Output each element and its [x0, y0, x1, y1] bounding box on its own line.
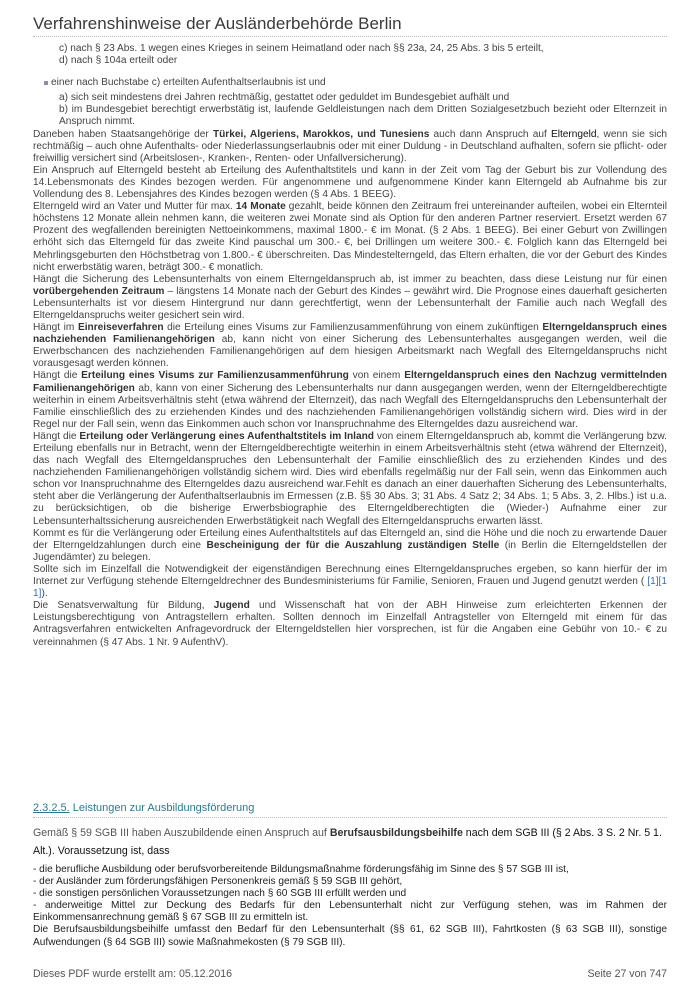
list-item: - der Ausländer zum förderungsfähigen Personenkreis gemäß § 59 SGB III gehört, [33, 876, 403, 888]
section-divider [33, 817, 667, 818]
section-heading[interactable] [33, 802, 667, 814]
paragraph-fee: Die Senatsverwaltung für Bildung, Jugend und Wissenschaft hat von der ABH Hinweise zum erleichterten Erkennen der Leistungsberechtigung von Antragstellern erhalten. Sollten dennoch im Einzelfall Antragsteller von Elterngeld mit einem für das Antragsverfahren entwickelten Anfragevordruck der Elterngeldstellen hier vorsprechen, ist für die Angaben eine Gebühr von 10.- € zu vereinnahmen (§ 47 Abs. 1 Nr. 9 AufenthV). [33, 600, 667, 648]
paragraph-certificate: Kommt es für die Verlängerung oder Erteilung eines Aufenthaltstitels auf das Elterngeld an, sind die Höhe und die noch zu erwartende Dauer der Elterngeldzahlungen durch eine Bescheinigung der für die Auszahlung zuständigen Stelle (in Berlin die Elterngeldstellen der Jugendämter) zu belegen. [33, 527, 667, 563]
paragraph-calculator: Sollte sich im Einzelfall die Notwendigkeit der eigenständigen Berechnung eines Elterngeldanspruches ergeben, so kann hierfür der im Internet zur Verfügung stehende Elterngeldrechner des Bundesministeriums für Familie, Senioren, Frauen und Jugend genutzt werden ( [1][1 1]). [33, 563, 667, 600]
section-intro: Gemäß § 59 SGB III haben Auszubildende einen Anspruch auf Berufsausbildungsbeihilfe nach dem SGB III (§ 2 Abs. 3 S. 2 Nr. 5 1. Alt.). Voraussetzung ist, dass [33, 827, 662, 857]
section-number[interactable]: 2.3.2.5. [33, 802, 70, 814]
footnote-link-1[interactable]: [1] [647, 576, 659, 588]
document-title: Verfahrenshinweise der Ausländerbehörde Berlin [33, 14, 402, 33]
main-content [33, 43, 667, 649]
list-item: - die sonstigen persönlichen Voraussetzungen nach § 60 SGB III erfüllt werden und [33, 888, 407, 900]
bullet-item [44, 77, 667, 89]
list-item: - die berufliche Ausbildung oder berufsvorbereitende Bildungsmaßnahme förderungsfähig im Sinne des § 57 SGB III ist, [33, 864, 569, 875]
page-footer [33, 968, 667, 980]
list-item-d: d) nach § 104a erteilt oder [59, 55, 178, 67]
list-item-c: c) nach § 23 Abs. 1 wegen eines Krieges in seinem Heimatland oder nach §§ 23a, 24, 25 Abs. 3 bis 5 erteilt, [59, 43, 544, 54]
closing-paragraph: Die Berufsausbildungsbeihilfe umfasst den Bedarf für den Lebensunterhalt (§§ 61, 62 SGB III), Fahrtkosten (§ 63 SGB III), sonstige Aufwendungen (§ 64 SGB III) sowie Maßnahmekosten (§ 79 SGB III). [33, 924, 667, 948]
paragraph-nationals: Daneben haben Staatsangehörige der Türkei, Algeriens, Marokkos, und Tunesiens auch dann Anspruch auf Elterngeld, wenn sie sich rechtmäßig – auch ohne Aufenthalts- oder Niederlassungserlaubnis oder mit einer Duldung - in Deutschland aufhalten, sofern sie pflicht- oder freiwillig versichert sind (Arbeitslosen-, Kranken-, Renten- oder Unfallversicherung). [33, 128, 668, 164]
square-bullet-icon [44, 81, 48, 85]
paragraph-entry-procedure: Hängt im Einreiseverfahren die Erteilung eines Visums zur Familienzusammenführung von einem zukünftigen Elterngeldanspruch eines nachziehenden Familienangehörigen ab, kann nicht von einer Sicherung des Lebensunterhaltes ausgegangen werden, weil die Erwerbschancen des nachziehenden Familienangehörigen auf dem hiesigen Arbeitsmarkt nach Wegfall des Elterngeldanspruchs nicht vorausgesagt werden können. [33, 322, 668, 370]
bullet-text: einer nach Buchstabe c) erteilten Aufenthaltserlaubnis ist und [51, 77, 326, 89]
list-item: - anderweitige Mittel zur Deckung des Bedarfs für den Lebensunterhalt nicht zur Verfügung stehen, was im Rahmen der Einkommensanrechnung gemäß § 67 SGB III zu ermitteln ist. [33, 900, 667, 924]
list-item-a: a) sich seit mindestens drei Jahren rechtmäßig, gestattet oder geduldet im Bundesgebiet aufhält und [59, 92, 510, 104]
list-item-b: b) im Bundesgebiet berechtigt erwerbstätig ist, laufende Geldleistungen nach dem Dritten Sozialgesetzbuch bezieht oder Elternzeit in Anspruch nimmt. [59, 104, 667, 128]
paragraph-livelihood: Hängt die Sicherung des Lebensunterhalts von einem Elterngeldanspruch ab, ist immer zu beachten, dass diese Leistung nur für einen vorübergehenden Zeitraum – längstens 14 Monate nach der Geburt des Kindes – gewährt wird. Die Prognose eines dauerhaft gesicherten Lebensunterhalts ist vor diesem Hintergrund nur dann gerechtfertigt, wenn der Lebensunterhalt der Familie auch nach Wegfall des Elterngeldanspruchs weiter gesichert sein wird. [33, 273, 667, 321]
creation-date: Dieses PDF wurde erstellt am: 05.12.2016 [33, 968, 233, 980]
header-divider [33, 36, 667, 37]
paragraph-duration: Elterngeld wird an Vater und Mutter für max. 14 Monate gezahlt, beide können den Zeitraum frei untereinander aufteilen, wobei ein Elternteil höchstens 12 Monate allein nehmen kann, die weiteren zwei Monate sind als Option für den anderen Partner reserviert. Ersetzt werden 67 Prozent des wegfallenden bereinigten Nettoeinkommens, maximal 1800.- € im Monat. (§ 2 Abs. 1 BEEG). Bei einer Geburt von Zwillingen erhöht sich das Elterngeld für das zweite Kind pauschal um 300.- €, bei Drillingen um weitere 300.- €. Folglich kann das Elterngeld bei Mehrlingsgeburten den Höchstbetrag von 1.800.- € überschreiten. Das Mindestelterngeld, das Eltern erhalten, die vor der Geburt des Kindes nicht erwerbstätig waren, beträgt 300.- € monatlich. [33, 201, 667, 273]
paragraph-family-reunification: Hängt die Erteilung eines Visums zur Familienzusammenführung von einem Elterngeldanspruch eines den Nachzug vermittelnden Familienangehörigen ab, kann von einer Sicherung des Lebensunterhalts nur dann ausgegangen werden, wenn der Elterngeldberechtigte weiterhin in einem Arbeitsverhältnis steht (etwa während der Elternzeit), das nach Wegfall des Elterngeldanspruchs den Lebensunterhalt der Familie einschließlich des zu erziehenden Kindes und des nachziehenden Familienangehörigen vollständig sichern wird. Dies wird in der Regel nur der Fall sein, wenn das Einkommen auch schon vor Inanspruchnahme des Elterngeldes dazu ausreichend war. [33, 370, 667, 430]
paragraph-residence-permit: Hängt die Erteilung oder Verlängerung eines Aufenthaltstitels im Inland von einem Elterngeldanspruch ab, kommt die Verlängerung bzw. Erteilung ebenfalls nur in Betracht, wenn der Elterngeldberechtigte weiterhin in einem Arbeitsverhältnis steht (etwa während der Elternzeit), das nach Wegfall des Elterngeldanspruches den Lebensunterhalt der Familie einschließlich des zu erziehenden Kindes und des nachziehenden Familienangehörigen vollständig sichern wird. Dies wird ebenfalls regelmäßig nur der Fall sein, wenn das Einkommen auch schon vor Inanspruchnahme des Elterngeldes dazu ausreichend war.Fehlt es danach an einer dauerhaften Sicherung des Lebensunterhalts, steht aber die Verlängerung der Aufenthaltserlaubnis im Ermessen (z.B. §§ 30 Abs. 3; 31 Abs. 4 Satz 2; 34 Abs. 1; 5 Abs. 3, 2. Hlbs.) ist u.a. zu berücksichtigen, ob die bisherige Erwerbsbiographie des Elterngeldberechtigten die (Wieder-) Aufnahme einer zur Lebensunterhaltssicherung ausreichenden Erwerbstätigkeit nach Wegfall des Elterngeldanspruchs erwarten lässt. [33, 430, 667, 527]
page-number: Seite 27 von 747 [587, 968, 667, 980]
requirements-list [33, 864, 667, 949]
footnote-link-2[interactable]: [1 1] [33, 576, 667, 600]
page-header [33, 12, 667, 37]
section-title: Leistungen zur Ausbildungsförderung [69, 802, 255, 814]
paragraph-entitlement: Ein Anspruch auf Elterngeld besteht ab Erteilung des Aufenthaltstitels und kann in der Zeit vom Tag der Geburt bis zur Vollendung des 14.Lebensmonats des Kindes bezogen werden. Für angenommene und aufgenommene Kinder kann Elterngeld ab Aufnahme bis zur Vollendung des 8. Lebensjahres des Kindes bezogen werden (§ 4 Abs. 1 BEEG). [33, 164, 667, 201]
